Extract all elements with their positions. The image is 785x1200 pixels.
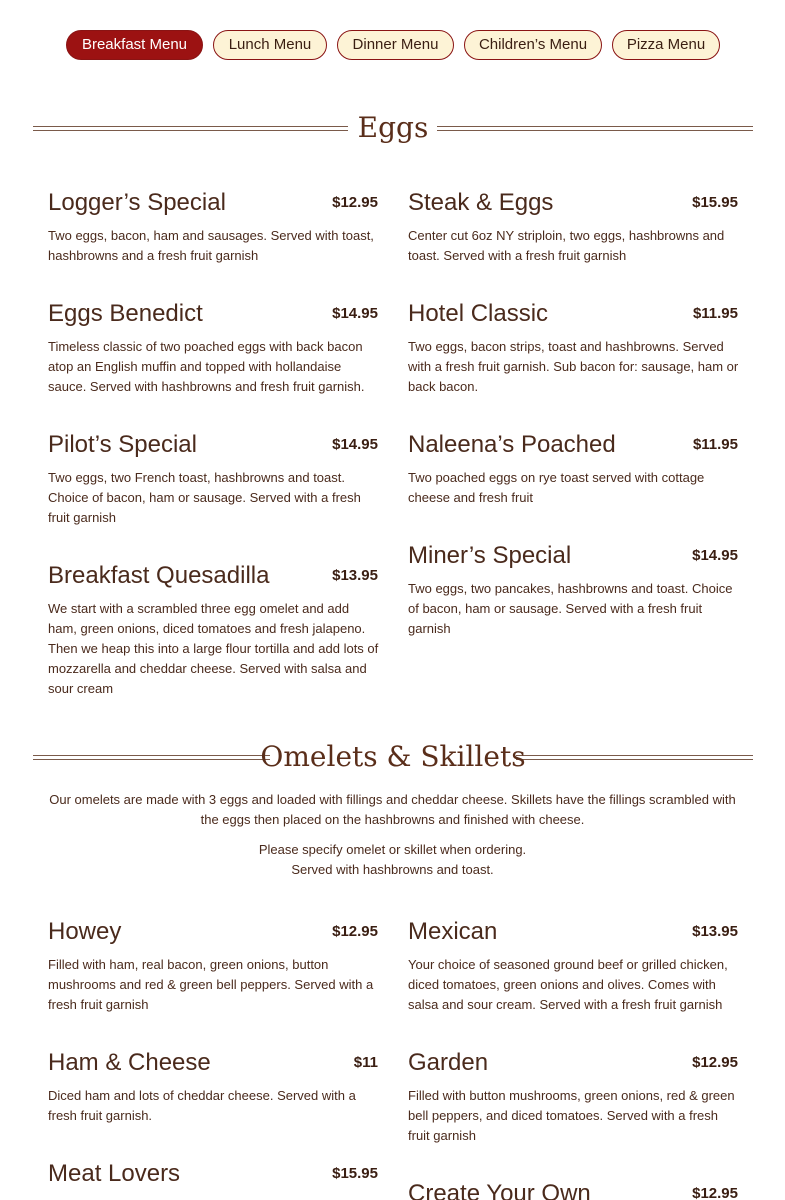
section-heading-omelets [33,739,753,779]
item-description: Timeless classic of two poached eggs with back bacon atop an English muffin and topped with hollandaise sauce. Served with hashbrowns and fresh fruit garnish. [48,339,365,394]
section-title: Eggs [357,111,429,144]
tab-dinner-menu[interactable]: Dinner Menu [337,30,454,60]
item-price: $11.95 [692,305,738,322]
item-name: Howey [48,918,122,945]
item-name: Steak & Eggs [408,189,554,216]
item-description: We start with a scrambled three egg omelet and add ham, green onions, diced tomatoes and fresh jalapeno. Then we heap this into a large flour tortilla and add lots of mozzarella and cheddar cheese. Served with salsa and sour cream [48,601,379,696]
tab-lunch-menu[interactable]: Lunch Menu [213,30,327,60]
item-price: $14.95 [332,305,378,322]
item-description: Two eggs, bacon, ham and sausages. Served with toast, hashbrowns and a fresh fruit garnish [48,228,374,263]
menu-item [48,1159,380,1200]
item-description: Filled with ham, real bacon, green onions, button mushrooms and red & green bell peppers. Served with a fresh fruit garnish [48,957,374,1012]
item-price: $11.95 [692,436,738,453]
section-heading-eggs [33,110,753,150]
item-price: $15.95 [332,1165,378,1182]
item-description: Two eggs, bacon strips, toast and hashbrowns. Served with a fresh fruit garnish. Sub bacon for: sausage, ham or back bacon. [408,339,739,394]
item-description: Two poached eggs on rye toast served with cottage cheese and fresh fruit [408,470,705,505]
item-description: Two eggs, two French toast, hashbrowns and toast. Choice of bacon, ham or sausage. Served with a fresh fruit garnish [48,470,361,525]
tab-childrens-menu[interactable]: Children’s Menu [464,30,602,60]
item-price: $12.95 [332,194,378,211]
item-price: $12.95 [692,1185,738,1200]
item-name: Naleena’s Poached [408,431,616,458]
section-title: Omelets & Skillets [260,740,526,773]
item-description: Diced ham and lots of cheddar cheese. Served with a fresh fruit garnish. [48,1088,356,1123]
item-price: $15.95 [692,194,738,211]
item-price: $12.95 [332,923,378,940]
item-name: Breakfast Quesadilla [48,562,270,589]
item-description: Filled with button mushrooms, green onions, red & green bell peppers, and diced tomatoes. Served with a fresh fruit garnish [408,1088,735,1143]
tab-pizza-menu[interactable]: Pizza Menu [612,30,720,60]
item-name: Garden [408,1049,489,1076]
item-description: Your choice of seasoned ground beef or grilled chicken, diced tomatoes, green onions and olives. Comes with salsa and sour cream. Served with a fresh fruit garnish [408,957,728,1012]
menu-tabs [0,30,785,62]
section-intro: Our omelets are made with 3 eggs and loaded with fillings and cheddar cheese. Skillets have the fillings scrambled with the eggs then placed on the hashbrowns and finished with cheese. [49,792,736,827]
item-name: Ham & Cheese [48,1049,211,1076]
item-price: $14.95 [332,436,378,453]
item-name: Pilot’s Special [48,431,197,458]
item-name: Meat Lovers [48,1160,181,1187]
item-price: $12.95 [692,1054,738,1071]
item-name: Hotel Classic [408,300,549,327]
item-name: Logger’s Special [48,189,226,216]
item-price: $13.95 [332,567,378,584]
item-price: $11 [353,1054,378,1071]
tab-breakfast-menu[interactable]: Breakfast Menu [66,30,203,60]
item-price: $14.95 [692,547,738,564]
item-name: Miner’s Special [408,542,572,569]
served-with-note: Served with hashbrowns and toast. [291,862,494,877]
item-name: Mexican [408,918,498,945]
item-price: $13.95 [692,923,738,940]
ordering-note: Please specify omelet or skillet when ordering. [258,842,527,857]
item-description: Two eggs, two pancakes, hashbrowns and toast. Choice of bacon, ham or sausage. Served with a fresh fruit garnish [408,581,733,636]
item-description: Center cut 6oz NY striploin, two eggs, hashbrowns and toast. Served with a fresh fruit garnish [408,228,725,263]
menu-item [408,1179,740,1200]
item-name: Create Your Own [408,1180,591,1200]
item-name: Eggs Benedict [48,300,203,327]
